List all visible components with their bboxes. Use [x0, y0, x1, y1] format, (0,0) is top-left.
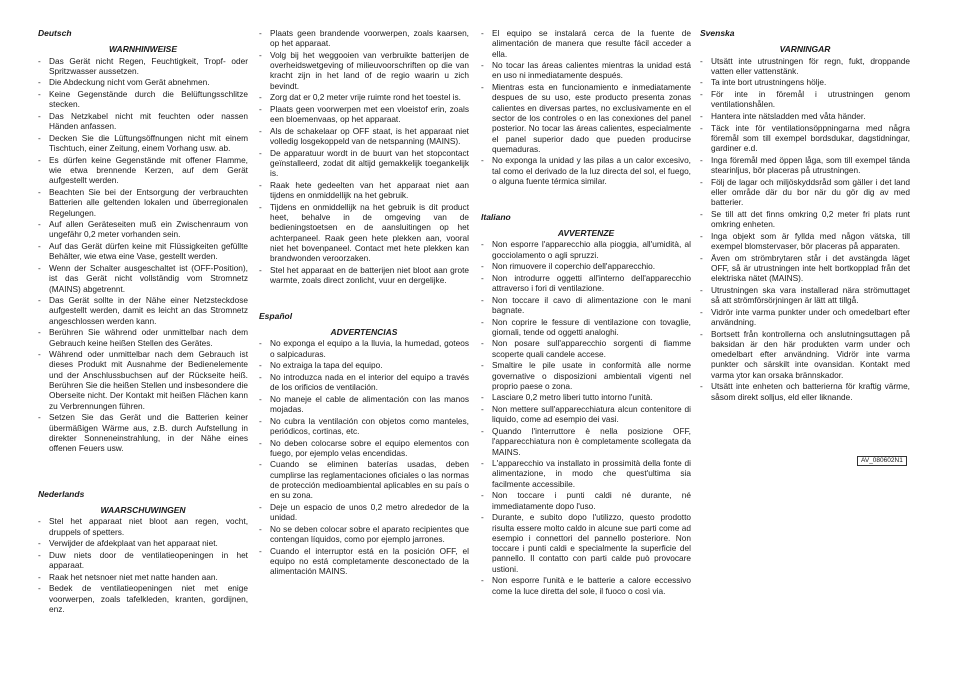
warning-item: - Quando l'interruttore è nella posizione OFF, l'apparecchiatura non è completamente scollegata da MAINS. — [481, 426, 691, 457]
warning-item: - Non posare sull'apparecchio sorgenti di fiamme scoperte quali candele accese. — [481, 338, 691, 359]
warning-item: - Decken Sie die Lüftungsöffnungen nicht mit einem Tischtuch, einer Zeitung, einem Vorhang usw. ab. — [38, 133, 248, 154]
warning-item: - Plaats geen brandende voorwerpen, zoals kaarsen, op het apparaat. — [259, 28, 469, 49]
warning-item: - Non introdurre oggetti all'interno dell'apparecchio attraverso i fori di ventilazione. — [481, 273, 691, 294]
warning-item: - Keine Gegenstände durch die Belüftungsschlitze stecken. — [38, 89, 248, 110]
warning-item: - Wenn der Schalter ausgeschaltet ist (OFF-Position), ist das Gerät nicht vollständig vom Stromnetz (MAINS) abgetrennt. — [38, 263, 248, 294]
document-code: AV_080602N1 — [857, 456, 907, 466]
warning-item: - Följ de lagar och miljöskyddsråd som gäller i det land eller område där du bor när du gör dig av med batterier. — [700, 177, 910, 208]
warning-item: - Inga föremål med öppen låga, som till exempel tända stearinljus, bör placeras på utrustningen. — [700, 155, 910, 176]
warning-heading-italiano: AVVERTENZE — [557, 227, 615, 238]
warning-item: - De apparatuur wordt in de buurt van het stopcontact geïnstalleerd, zodat dit altijd gemakkelijk toegankelijk is. — [259, 148, 469, 179]
warning-item: - Utsätt inte utrustningen för regn, fukt, droppande vatten eller vattenstänk. — [700, 56, 910, 77]
warning-item: - Non coprire le fessure di ventilazione con tovaglie, giornali, tende od oggetti analoghi. — [481, 317, 691, 338]
warning-item: - Mientras esta en funcionamiento e inmediatamente despues de su uso, este producto presenta zonas calientes en diversas partes, no exclusivamente en el sector de los controles o en las conexiones del panel posterior. No tocar las áreas calientes, especialmente el panel superior dado que pueden producirse quemaduras. — [481, 82, 691, 154]
warning-list-nederlands — [38, 516, 248, 614]
warning-item: - No introduzca nada en el interior del equipo a través de los orificios de ventilación. — [259, 372, 469, 393]
warning-item: - Non esporre l'apparecchio alla pioggia, all'umidità, al gocciolamento o agli spruzzi. — [481, 239, 691, 260]
warning-item: - Duw niets door de ventilatieopeningen in het apparaat. — [38, 550, 248, 571]
warning-item: - L'apparecchio va installato in prossimità della fonte di alimentazione, in modo che quest'ultima sia facilmente accessibile. — [481, 458, 691, 489]
warning-item: - Deje un espacio de unos 0,2 metro alrededor de la unidad. — [259, 502, 469, 523]
warning-item: - No se deben colocar sobre el aparato recipientes que contengan líquidos, como por ejemplo jarrones. — [259, 524, 469, 545]
lang-heading-nederlands: Nederlands — [38, 488, 85, 499]
warning-item: - Även om strömbrytaren står i det avstängda läget OFF, så är utrustningen inte helt bortkopplad från det elektriska nätet (MAINS). — [700, 253, 910, 284]
warning-item: - Hantera inte nätsladden med våta händer. — [700, 111, 910, 121]
lang-heading-espanol: Español — [259, 310, 293, 321]
warning-item: - Tijdens en onmiddellijk na het gebruik is dit product heet, behalve in de omgeving van de bedieningstoetsen en de aansluitingen op het achterpaneel. Raak geen hete plekken aan, vooral niet het bovenpaneel. Contact met hete plekken kan brandwonden veroorzaken. — [259, 202, 469, 264]
warning-item: - Die Abdeckung nicht vom Gerät abnehmen. — [38, 77, 248, 87]
warning-item: - Raak hete gedeelten van het apparaat niet aan tijdens en onmiddellijk na het gebruik. — [259, 180, 469, 201]
warning-item: - Inga objekt som är fyllda med någon vätska, till exempel blomstervaser, bör placeras på apparaten. — [700, 231, 910, 252]
warning-item: - Bortsett från kontrollerna och anslutningsuttagen på baksidan är den här produkten varm under och omedelbart efter användning. Vidrör inte varma punkter och särskilt inte ovansidan. Kontakt med varma ytor kan orsaka brännskador. — [700, 329, 910, 380]
warning-item: - Das Netzkabel nicht mit feuchten oder nassen Händen anfassen. — [38, 111, 248, 132]
column-1 — [38, 28, 248, 615]
warning-item: - Täck inte för ventilationsöppningarna med några föremål som till exempel bordsdukar, dagstidningar, gardiner e.d. — [700, 123, 910, 154]
warning-item: - Stel het apparaat en de batterijen niet bloot aan grote warmte, zoals direct zonlicht, vuur en dergelijke. — [259, 265, 469, 286]
warning-list-deutsch — [38, 56, 248, 454]
warning-heading-svenska: VARNINGAR — [779, 44, 831, 55]
warning-item: - Während oder unmittelbar nach dem Gebrauch ist dieses Produkt mit Ausnahme der Bedienelemente und der Anschlussbuchsen auf der Rückseite heiß. Berühren Sie die heißen Stellen und insbesondere die Oberseite nicht. Der Kontakt mit heißen Flächen kann zu Verbrennungen führen. — [38, 349, 248, 411]
warning-heading-espanol: ADVERTENCIAS — [330, 327, 398, 338]
warning-item: - Auf allen Geräteseiten muß ein Zwischenraum von ungefähr 0,2 meter vorhanden sein. — [38, 219, 248, 240]
warning-item: - No maneje el cable de alimentación con las manos mojadas. — [259, 394, 469, 415]
warning-item: - Vidrör inte varma punkter under och omedelbart efter användning. — [700, 307, 910, 328]
warning-item: - Non toccare il cavo di alimentazione con le mani bagnate. — [481, 295, 691, 316]
warning-item: - Non rimuovere il coperchio dell'apparecchio. — [481, 261, 691, 271]
warning-item: - Das Gerät nicht Regen, Feuchtigkeit, Tropf- oder Spritzwasser aussetzen. — [38, 56, 248, 77]
warning-item: - Ta inte bort utrustningens hölje. — [700, 77, 910, 87]
warning-item: - För inte in föremål i utrustningen genom ventilationshålen. — [700, 89, 910, 110]
warning-item: - Bedek de ventilatieopeningen niet met enige voorwerpen, zoals tafelkleden, kranten, gordijnen, enz. — [38, 583, 248, 614]
warning-item: - Non mettere sull'apparecchiatura alcun contenitore di liquido, come ad esempio dei vasi. — [481, 404, 691, 425]
column-3 — [481, 28, 691, 597]
warning-item: - Plaats geen voorwerpen met een vloeistof erin, zoals een bloemenvaas, op het apparaat. — [259, 104, 469, 125]
warning-item: - Zorg dat er 0,2 meter vrije ruimte rond het toestel is. — [259, 92, 469, 102]
warning-item: - Cuando el interruptor está en la posición OFF, el equipo no está completamente desconectado de la alimentación MAINS. — [259, 546, 469, 577]
warning-item: - Cuando se eliminen baterías usadas, deben cumplirse las reglamentaciones oficiales o las normas de protección medioambiental aplicables en su país o en su zona. — [259, 459, 469, 500]
lang-heading-svenska: Svenska — [700, 28, 735, 38]
warning-item: - Stel het apparaat niet bloot aan regen, vocht, druppels of spetters. — [38, 516, 248, 537]
warning-list-italiano — [481, 239, 691, 596]
warning-item: - Beachten Sie bei der Entsorgung der verbrauchten Batterien alle geltenden lokalen und überregionalen Regelungen. — [38, 187, 248, 218]
warning-item: - Se till att det finns omkring 0,2 meter fri plats runt omkring enheten. — [700, 209, 910, 230]
warning-item: - Smaltire le pile usate in conformità alle norme governative o disposizioni ambientali vigenti nel proprio paese o zona. — [481, 360, 691, 391]
warning-item: - Utrustningen ska vara installerad nära strömuttaget så att strömförsörjningen är lätt att tillgå. — [700, 285, 910, 306]
warning-item: - No cubra la ventilación con objetos como manteles, periódicos, cortinas, etc. — [259, 416, 469, 437]
warning-item: - El equipo se instalará cerca de la fuente de alimentación de manera que resulte fácil acceder a ella. — [481, 28, 691, 59]
warning-item: - No extraiga la tapa del equipo. — [259, 360, 469, 370]
warning-item: - No exponga el equipo a la lluvia, la humedad, goteos o salpicaduras. — [259, 338, 469, 359]
warning-list-espanol-cont — [481, 28, 691, 186]
warning-list-espanol — [259, 338, 469, 576]
warning-item: - No deben colocarse sobre el equipo elementos con fuego, por ejemplo velas encendidas. — [259, 438, 469, 459]
warning-heading-deutsch: WARNHINWEISE — [109, 44, 177, 55]
warning-item: - Durante, e subito dopo l'utilizzo, questo prodotto risulta essere molto caldo in alcune sue parti come ad esempio i connettori del pannello posteriore. Non toccare i punti caldi e specialmente la superficie del pannello. Il contatto con parti calde può provocare ustioni. — [481, 512, 691, 574]
warning-item: - Utsätt inte enheten och batterierna för kraftig värme, såsom direkt solljus, eld eller liknande. — [700, 381, 910, 402]
warning-item: - Non toccare i punti caldi né durante, né immediatamente dopo l'uso. — [481, 490, 691, 511]
warning-item: - No exponga la unidad y las pilas a un calor excesivo, tal como el derivado de la luz directa del sol, el fuego, o alguna fuente térmica similar. — [481, 155, 691, 186]
warning-item: - No tocar las áreas calientes mientras la unidad está en uso ni inmediatamente después. — [481, 60, 691, 81]
lang-heading-italiano: Italiano — [481, 211, 511, 222]
warning-item: - Lasciare 0,2 metro liberi tutto intorno l'unità. — [481, 392, 691, 402]
warning-item: - Als de schakelaar op OFF staat, is het apparaat niet volledig losgekoppeld van de netspanning (MAINS). — [259, 126, 469, 147]
warning-heading-nederlands: WAARSCHUWINGEN — [100, 505, 186, 516]
warning-item: - Berühren Sie während oder unmittelbar nach dem Gebrauch keine heißen Stellen des Gerätes. — [38, 327, 248, 348]
column-4 — [700, 28, 910, 403]
lang-heading-deutsch: Deutsch — [38, 28, 72, 38]
warning-item: - Non esporre l'unità e le batterie a calore eccessivo come la luce diretta del sole, il fuoco o così via. — [481, 575, 691, 596]
warning-item: - Volg bij het weggooien van verbruikte batterijen de overheidswetgeving of milieuvoorschriften op die van kracht zijn in het land of de regio waarin u zich bevindt. — [259, 50, 469, 91]
warning-item: - Raak het netsnoer niet met natte handen aan. — [38, 572, 248, 582]
warning-item: - Verwijder de afdekplaat van het apparaat niet. — [38, 538, 248, 548]
warning-item: - Das Gerät sollte in der Nähe einer Netzsteckdose aufgestellt werden, damit es leicht an das Stromnetz angeschlossen werden kann. — [38, 295, 248, 326]
warning-item: - Es dürfen keine Gegenstände mit offener Flamme, wie etwa brennende Kerzen, auf dem Gerät aufgestellt werden. — [38, 155, 248, 186]
warning-list-svenska — [700, 56, 910, 402]
warning-item: - Auf das Gerät dürfen keine mit Flüssigkeiten gefüllte Behälter, wie etwa eine Vase, gestellt werden. — [38, 241, 248, 262]
column-2 — [259, 28, 469, 578]
warning-item: - Setzen Sie das Gerät und die Batterien keiner übermäßigen Wärme aus, z.B. durch Aufstellung in direkter Sonneneinstrahlung, in der Nähe eines offenen Feuers usw. — [38, 412, 248, 453]
warning-list-nederlands-cont — [259, 28, 469, 286]
